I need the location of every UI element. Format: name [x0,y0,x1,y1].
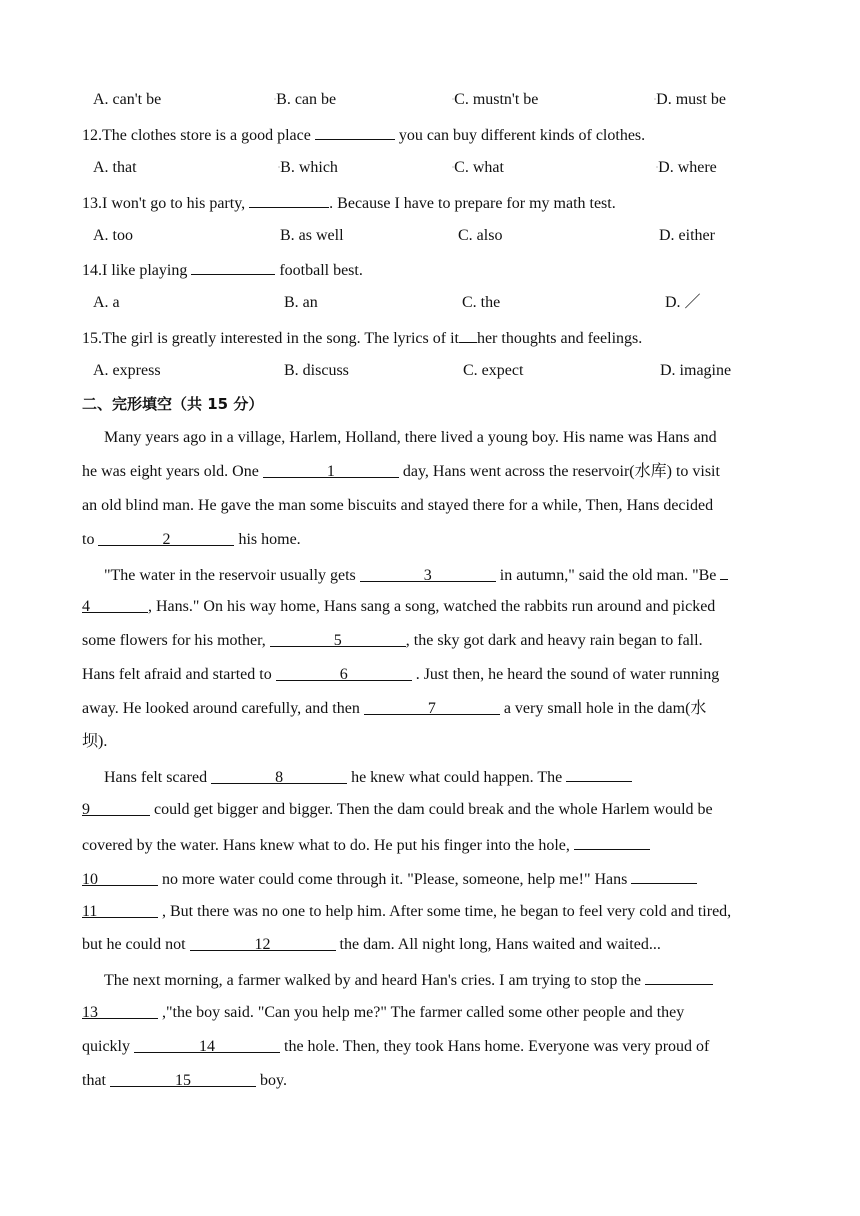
passage-text: to [82,531,95,548]
question-14 [82,259,363,281]
passage-text: in autumn," said the old man. "Be [499,567,717,584]
question-12 [82,124,645,146]
passage-text: Hans felt scared [104,769,208,786]
passage-text: the dam. All night long, Hans waited and waited... [339,936,661,953]
passage-text: The next morning, a farmer walked by and heard Han's cries. I am trying to stop the [104,972,641,989]
passage-text: , the sky got dark and heavy rain began to fall. [405,632,703,649]
passage-line-10: 坝). [82,733,108,750]
marker-dot: ▫ [656,165,659,171]
cloze-blank-14: 14 [134,1037,280,1053]
q15-option-b: B. discuss [284,362,349,379]
passage-text: that [82,1072,106,1089]
cloze-blank-9: 9 [82,800,150,816]
q15-option-c: C. expect [463,362,524,379]
q15-stem-start: 15.The girl is greatly interested in the song. The lyrics of it [82,330,459,347]
passage-line-9 [82,699,706,719]
marker-dot: ▫ [278,165,281,171]
passage-text: quickly [82,1038,130,1055]
passage-line-1: Many years ago in a village, Harlem, Holland, there lived a young boy. His name was Hans and [104,429,717,446]
passage-text: he was eight years old. One [82,463,259,480]
q11-option-c-text: C. mustn't be [454,91,539,108]
q15-blank [459,327,477,343]
cloze-blank-12: 12 [190,935,336,951]
q12-option-b-text: B. which [280,159,338,176]
q15-stem-end: her thoughts and feelings. [476,330,643,347]
cloze-blank-6: 6 [276,665,412,681]
passage-line-6 [82,597,715,617]
q14-option-a: A. a [93,294,120,311]
passage-text: could get bigger and bigger. Then the dam could break and the whole Harlem would be [154,801,713,818]
q13-option-d: D. either [659,227,715,244]
q13-option-b: B. as well [280,227,344,244]
q12-option-a: A. that [93,159,137,176]
passage-line-4 [82,530,301,550]
q11-option-b-text: B. can be [276,91,337,108]
cloze-blank-15: 15 [110,1071,256,1087]
cloze-blank-11: 11 [82,902,158,918]
q12-option-c-text: C. what [454,159,504,176]
passage-line-8 [82,665,719,685]
passage-text: he knew what could happen. The [351,769,563,786]
marker-dot: ▫ [654,97,657,103]
q12-option-d [656,158,717,178]
cloze-blank-1: 1 [263,462,399,478]
cloze-blank-8: 8 [211,768,347,784]
passage-text: . Just then, he heard the sound of water running [415,666,720,683]
passage-line-14 [82,868,697,890]
q12-blank [315,124,395,140]
q12-option-d-text: D. where [658,159,717,176]
cloze-blank-4-start [720,564,728,580]
q12-stem-end: you can buy different kinds of clothes. [398,127,646,144]
passage-line-19 [82,1037,709,1057]
q14-option-b: B. an [284,294,318,311]
q14-option-c: C. the [462,294,501,311]
passage-line-5 [104,564,728,586]
q12-option-c [452,158,504,178]
cloze-blank-7: 7 [364,699,500,715]
q13-stem-end: . Because I have to prepare for my math test. [329,195,616,212]
passage-text: ,"the boy said. "Can you help me?" The farmer called some other people and they [162,1004,685,1021]
passage-text: day, Hans went across the reservoir(水库) to visit [402,463,720,480]
q13-stem-start: 13.I won't go to his party, [82,195,246,212]
passage-line-13 [82,834,650,856]
passage-line-18 [82,1003,684,1023]
passage-text: some flowers for his mother, [82,632,266,649]
cloze-blank-11-start [631,868,697,884]
q13-option-a: A. too [93,227,133,244]
passage-line-12 [82,800,713,820]
q12-option-b [278,158,338,178]
cloze-blank-10-start [574,834,650,850]
passage-text: his home. [238,531,301,548]
passage-text: "The water in the reservoir usually gets [104,567,356,584]
section-2-title: 二、完形填空（共 15 分） [82,395,264,413]
marker-dot: ▫ [452,165,455,171]
cloze-blank-2: 2 [98,530,234,546]
q11-option-b [274,90,336,110]
passage-text: but he could not [82,936,186,953]
passage-text: Hans felt afraid and started to [82,666,272,683]
passage-text: a very small hole in the dam(水 [503,700,707,717]
cloze-blank-13-start [645,969,713,985]
q11-option-c [452,90,538,110]
cloze-blank-4: 4 [82,597,148,613]
q14-stem-end: football best. [279,262,363,279]
passage-text: away. He looked around carefully, and then [82,700,360,717]
passage-line-11 [104,766,632,788]
cloze-blank-5: 5 [270,631,406,647]
passage-line-7 [82,631,703,651]
q14-option-d: D. ／ [665,294,701,311]
question-13 [82,192,616,214]
cloze-blank-3: 3 [360,566,496,582]
q12-stem-start: 12.The clothes store is a good place [82,127,311,144]
cloze-blank-10: 10 [82,870,158,886]
q11-option-d-text: D. must be [656,91,726,108]
question-15 [82,327,642,349]
cloze-blank-9-start [566,766,632,782]
passage-line-16 [82,935,661,955]
passage-text: the hole. Then, they took Hans home. Everyone was very proud of [284,1038,710,1055]
q14-blank [191,259,275,275]
q13-blank [249,192,329,208]
q14-stem-start: 14.I like playing [82,262,188,279]
passage-line-17 [104,969,713,991]
q11-option-a: A. can't be [93,91,162,108]
marker-dot: ▫ [274,97,277,103]
passage-line-20 [82,1071,287,1091]
passage-text: no more water could come through it. "Please, someone, help me!" Hans [162,871,628,888]
passage-text: boy. [260,1072,287,1089]
q15-option-d: D. imagine [660,362,732,379]
passage-text: , Hans." On his way home, Hans sang a song, watched the rabbits run around and picked [148,598,716,615]
q11-option-d [654,90,726,110]
marker-dot: ▫ [452,97,455,103]
passage-line-15 [82,902,731,922]
passage-text: covered by the water. Hans knew what to do. He put his finger into the hole, [82,837,570,854]
q15-option-a: A. express [93,362,161,379]
q13-option-c: C. also [458,227,503,244]
passage-text: , But there was no one to help him. After some time, he began to feel very cold and tired, [162,903,732,920]
cloze-blank-13: 13 [82,1003,158,1019]
passage-line-2 [82,462,720,482]
passage-line-3: an old blind man. He gave the man some biscuits and stayed there for a while, Then, Hans decided [82,497,714,514]
